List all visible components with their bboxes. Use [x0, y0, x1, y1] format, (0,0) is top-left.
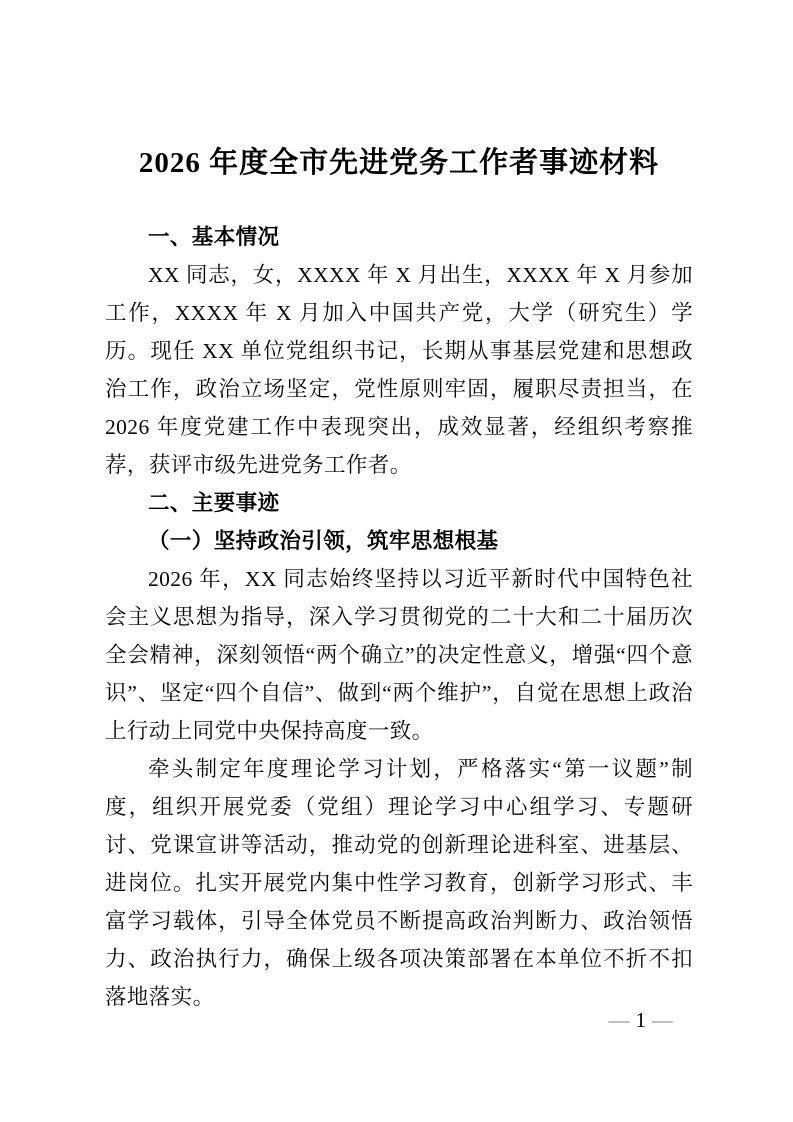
page-number: 1 — [635, 1008, 646, 1032]
footer-left-dash: — — [608, 1008, 630, 1032]
section-heading-basic-info: 一、基本情况 — [148, 225, 280, 249]
footer-right-dash: — — [652, 1008, 673, 1032]
page-footer — [603, 1006, 680, 1034]
sub-heading-political-guidance: （一）坚持政治引领，筑牢思想根基 — [148, 529, 499, 553]
document-title: 2026 年度全市先进党务工作者事迹材料 — [138, 147, 660, 179]
paragraph-basic-info: XX 同志，女，XXXX 年 X 月出生，XXXX 年 X 月参加工作，XXXX 年 X 月加入中国共产党，大学（研究生）学历。现任 XX 单位党组织书记，长期从事基层党建和思想政治工作，政治立场坚定，党性原则牢固，履职尽责担当，在 2026 年度党建工作中表现突出，成效显著，经组织考察推荐，获评市级先进党务工作者。 — [105, 263, 693, 477]
paragraph-ideology: 2026 年，XX 同志始终坚持以习近平新时代中国特色社会主义思想为指导，深入学习贯彻党的二十大和二十届历次全会精神，深刻领悟“两个确立”的决定性意义，增强“四个意识”、坚定“四个自信”、做到“两个维护”，自觉在思想上政治上行动上同党中央保持高度一致。 — [105, 567, 693, 743]
section-heading-main-deeds: 二、主要事迹 — [148, 491, 280, 515]
document-content — [105, 0, 693, 1016]
paragraph-theory-study: 牵头制定年度理论学习计划，严格落实“第一议题”制度，组织开展党委（党组）理论学习中心组学习、专题研讨、党课宣讲等活动，推动党的创新理论进科室、进基层、进岗位。扎实开展党内集中性学习教育，创新学习形式、丰富学习载体，引导全体党员不断提高政治判断力、政治领悟力、政治执行力，确保上级各项决策部署在本单位不折不扣落地落实。 — [105, 757, 693, 1009]
